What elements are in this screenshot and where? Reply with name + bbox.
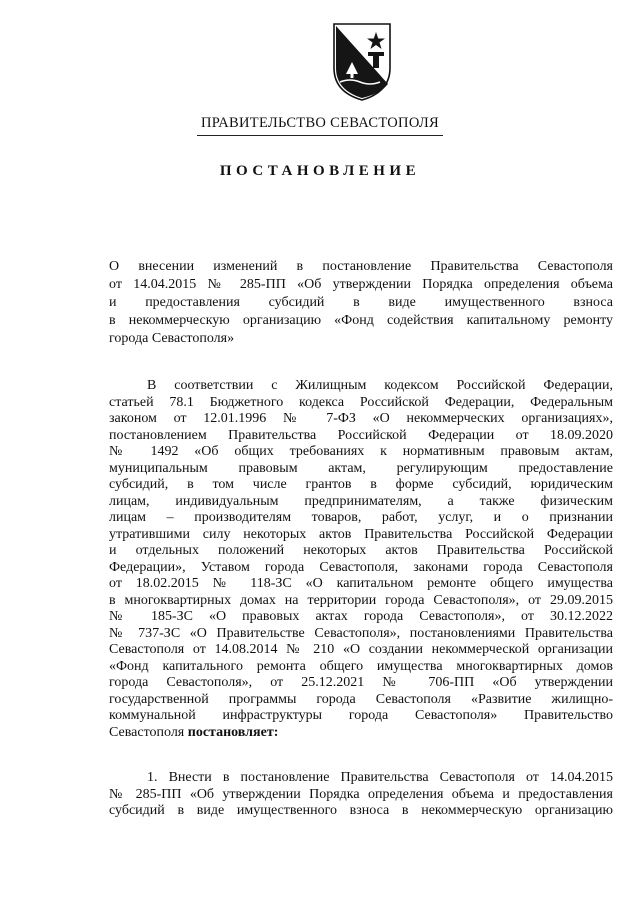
preamble-line: государственной программы города Севастополя «Развитие жилищно- xyxy=(109,691,613,707)
subject-line: города Севастополя» xyxy=(109,331,235,346)
resolves-colon: : xyxy=(273,724,279,740)
preamble-line: лицам, индивидуальным предпринимателям, а также физическим xyxy=(109,493,613,509)
sevastopol-coat-of-arms-icon xyxy=(330,22,394,102)
preamble-line: законом от 12.01.1996 № 7-ФЗ «О некоммерческих организациях», xyxy=(109,411,613,426)
clause-1-paragraph xyxy=(109,770,613,820)
preamble-line: города Севастополя», от 25.12.2021 № 706-ПП «Об утверждении xyxy=(109,675,613,690)
subject-line: от 14.04.2015 № 285-ПП «Об утверждении Порядка определения объема xyxy=(109,277,613,292)
preamble-line: статьей 78.1 Бюджетного кодекса Российской Федерации, Федеральным xyxy=(109,394,613,410)
resolves-word: постановляет xyxy=(187,724,274,740)
preamble-line: № 185-ЗС «О правовых актах города Севастополя», от 30.12.2022 xyxy=(109,609,613,624)
preamble-line: Федерации», Уставом города Севастополя, законами города Севастополя xyxy=(109,559,613,575)
preamble-final-text: Севастополя xyxy=(109,724,188,740)
document-type: ПОСТАНОВЛЕНИЕ xyxy=(219,163,421,179)
government-name xyxy=(0,115,640,136)
subject-line: в некоммерческую организацию «Фонд содействия капитальному ремонту xyxy=(109,313,613,328)
preamble-line-final xyxy=(109,725,613,742)
preamble-line: муниципальным правовым актам, регулирующим предоставление xyxy=(109,460,613,476)
document-subject xyxy=(109,258,613,348)
preamble-line: № 737-ЗС «О Правительстве Севастополя», постановлениями Правительства xyxy=(109,625,613,641)
preamble-line: от 18.02.2015 № 118-ЗС «О капитальном ремонте общего имущества xyxy=(109,576,613,591)
preamble-line: постановлением Правительства Российской Федерации от 18.09.2020 xyxy=(109,427,613,443)
title-underline xyxy=(197,135,443,136)
preamble-line: лицам – производителям товаров, работ, услуг, и о признании xyxy=(109,510,613,525)
clause-line: № 285-ПП «Об утверждении Порядка определения объема и предоставления xyxy=(109,786,613,802)
clause-line: 1. Внести в постановление Правительства Севастополя от 14.04.2015 xyxy=(147,770,613,785)
preamble-line: № 1492 «Об общих требованиях к нормативным правовым актам, xyxy=(109,444,613,459)
preamble-line: Севастополя от 14.08.2014 № 210 «О создании некоммерческой организации xyxy=(109,642,613,657)
government-name-text: ПРАВИТЕЛЬСТВО СЕВАСТОПОЛЯ xyxy=(201,115,439,131)
preamble-line: «Фонд капитального ремонта общего имущества многоквартирных домов xyxy=(109,658,613,674)
preamble-line: и отдельных положений некоторых актов Правительства Российской xyxy=(109,543,613,558)
preamble-line: в многоквартирных домах на территории города Севастополя», от 29.09.2015 xyxy=(109,592,613,608)
preamble-line: утратившими силу некоторых актов Правительства Российской Федерации xyxy=(109,526,613,542)
subject-line: О внесении изменений в постановление Правительства Севастополя xyxy=(109,259,613,274)
subject-line: и предоставления субсидий в виде имущественного взноса xyxy=(109,295,613,310)
clause-line: субсидий в виде имущественного взноса в некоммерческую организацию xyxy=(109,803,613,818)
preamble-line: коммунальной инфраструктуры города Севастополя» Правительство xyxy=(109,708,613,723)
preamble-line: В соответствии с Жилищным кодексом Российской Федерации, xyxy=(147,378,613,393)
preamble-paragraph xyxy=(109,378,613,741)
preamble-line: субсидий, в том числе грантов в форме субсидий, юридическим xyxy=(109,477,613,492)
